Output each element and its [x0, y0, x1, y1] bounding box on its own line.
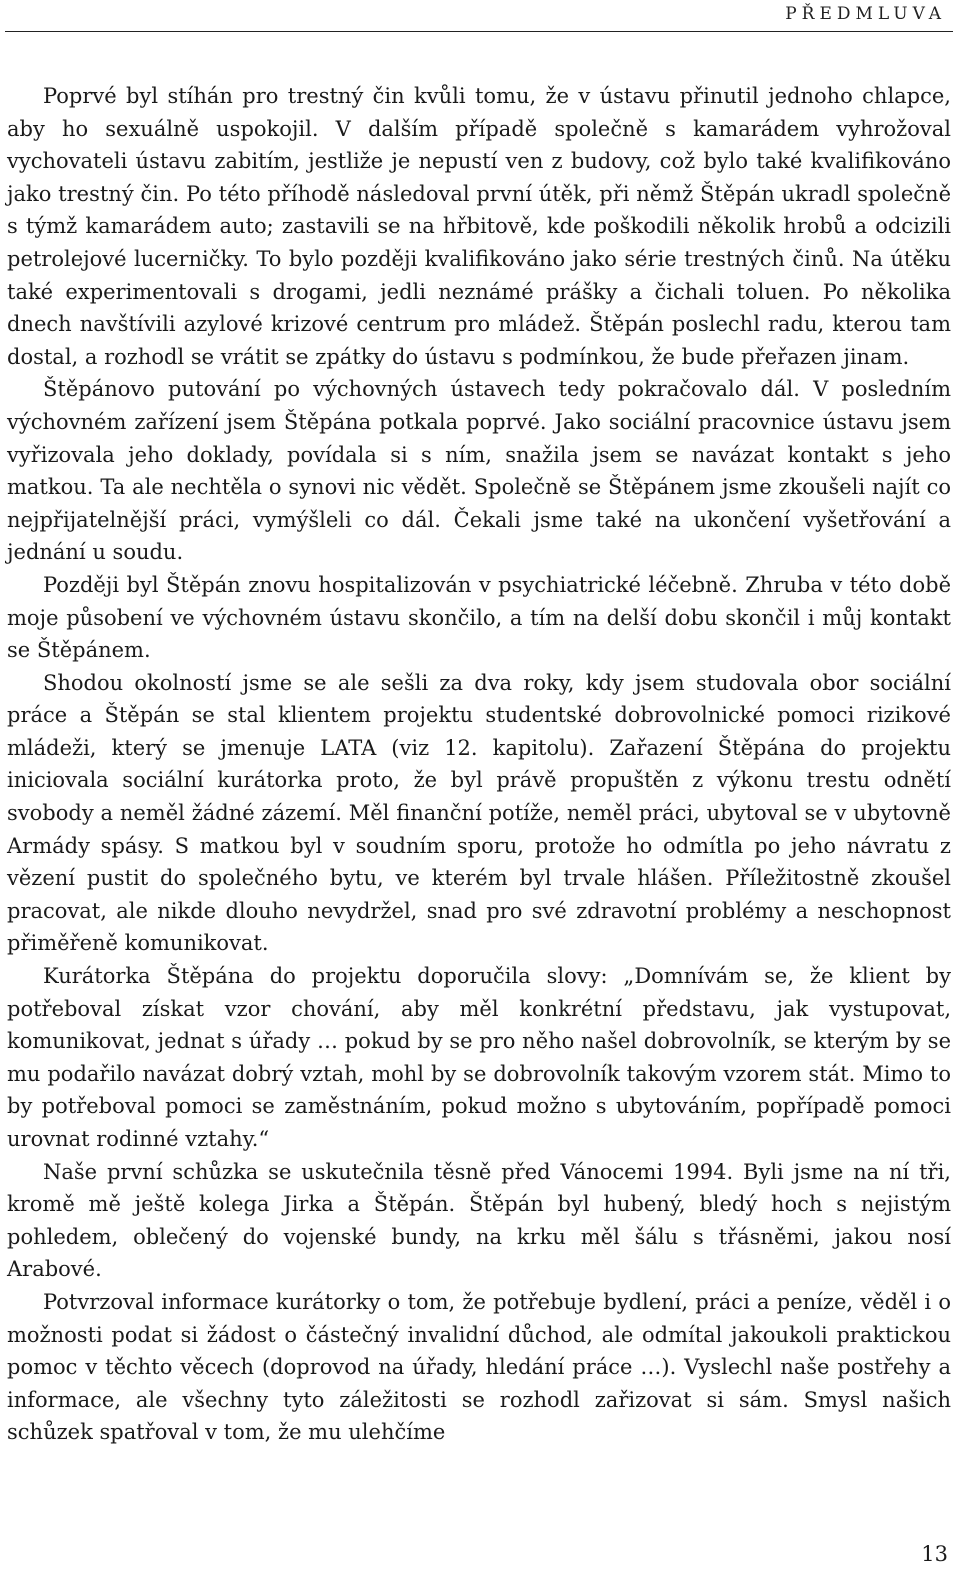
paragraph: Naše první schůzka se uskutečnila těsně před Vánocemi 1994. Byli jsme na ní tři, kromě mě ještě kolega Jirka a Štěpán. Štěpán byl hubený, bledý hoch s nejistým pohledem, oblečený do vojenské bundy, na krku měl šálu s třásněmi, jakou nosí Arabové. — [7, 1159, 951, 1282]
paragraph: Potvrzoval informace kurátorky o tom, že potřebuje bydlení, práci a peníze, věděl i o možnosti podat si žádost o částečný invalidní důchod, ale odmítal jakoukoli praktickou pomoc v těchto věcech (doprovod na úřady, hledání práce …). Vyslechl naše postřehy a informace, ale všechny tyto záležitosti se rozhodl zařizovat si sám. Smysl našich schůzek spatřoval v tom, že mu ulehčíme — [7, 1289, 951, 1445]
paragraph: Štěpánovo putování po výchovných ústavech tedy pokračovalo dál. V posledním výchovném zařízení jsem Štěpána potkala poprvé. Jako sociální pracovnice ústavu jsem vyřizovala jeho doklady, povídala si s ním, snažila jsem se navázat kontakt s jeho matkou. Ta ale nechtěla o synovi nic vědět. Společně se Štěpánem jsme zkoušeli najít co nejpřijatelnější práci, vymýšleli co dál. Čekali jsme také na ukončení vyšetřování a jednání u soudu. — [7, 377, 951, 565]
paragraph: Kurátorka Štěpána do projektu doporučila slovy: „Domnívám se, že klient by potřeboval získat vzor chování, aby měl konkrétní představu, jak vystupovat, komunikovat, jednat s úřady … pokud by se pro něho našel dobrovolník, se kterým by se mu podařilo navázat dobrý vztah, mohl by se dobrovolník takovým vzorem stát. Mimo to by potřeboval pomoci se zaměstnáním, pokud možno s ubytováním, popřípadě pomoci urovnat rodinné vztahy.“ — [7, 964, 951, 1151]
running-header-title: PŘEDMLUVA — [785, 4, 946, 24]
paragraph: Shodou okolností jsme se ale sešli za dva roky, kdy jsem studovala obor sociální práce a Štěpán se stal klientem projektu studentské dobrovolnické pomoci rizikové mládeži, který se jmenuje LATA (viz 12. kapitolu). Zařazení Štěpána do projektu iniciovala sociální kurátorka proto, že byl právě propuštěn z výkonu trestu odnětí svobody a neměl žádné zázemí. Měl finanční potíže, neměl práci, ubytoval se v ubytovně Armády spásy. S matkou byl v soudním sporu, protože ho odmítla po jeho návratu z vězení pustit do společného bytu, ve kterém byl trvale hlášen. Příležitostně zkoušel pracovat, ale nikde dlouho nevydržel, snad pro své zdravotní problémy a neschopnost přiměřeně komunikovat. — [7, 670, 951, 956]
header-divider — [5, 31, 953, 32]
paragraph: Poprvé byl stíhán pro trestný čin kvůli tomu, že v ústavu přinutil jednoho chlapce, aby ho sexuálně uspokojil. V dalším případě společně s kamarádem vyhrožoval vychovateli ústavu zabitím, jestliže je nepustí ven z budovy, což bylo také kvalifikováno jako trestný čin. Po této příhodě následoval první útěk, při němž Štěpán ukradl společně s týmž kamarádem auto; zastavili se na hřbitově, kde poškodili několik hrobů a odcizili petrolejové lucerničky. To bylo později kvalifikováno jako série trestných činů. Na útěku také experimentovali s drogami, jedli neznámé prášky a čichali toluen. Po několika dnech navštívili azylové krizové centrum pro mládež. Štěpán poslechl radu, kterou tam dostal, a rozhodl se vrátit se zpátky do ústavu s podmínkou, že bude přeřazen jinam. — [7, 84, 951, 369]
body-text — [7, 80, 951, 1449]
paragraph: Později byl Štěpán znovu hospitalizován v psychiatrické léčebně. Zhruba v této době moje působení ve výchovném ústavu skončilo, a tím na delší dobu skončil i můj kontakt se Štěpánem. — [7, 572, 951, 663]
page-number: 13 — [921, 1542, 948, 1566]
